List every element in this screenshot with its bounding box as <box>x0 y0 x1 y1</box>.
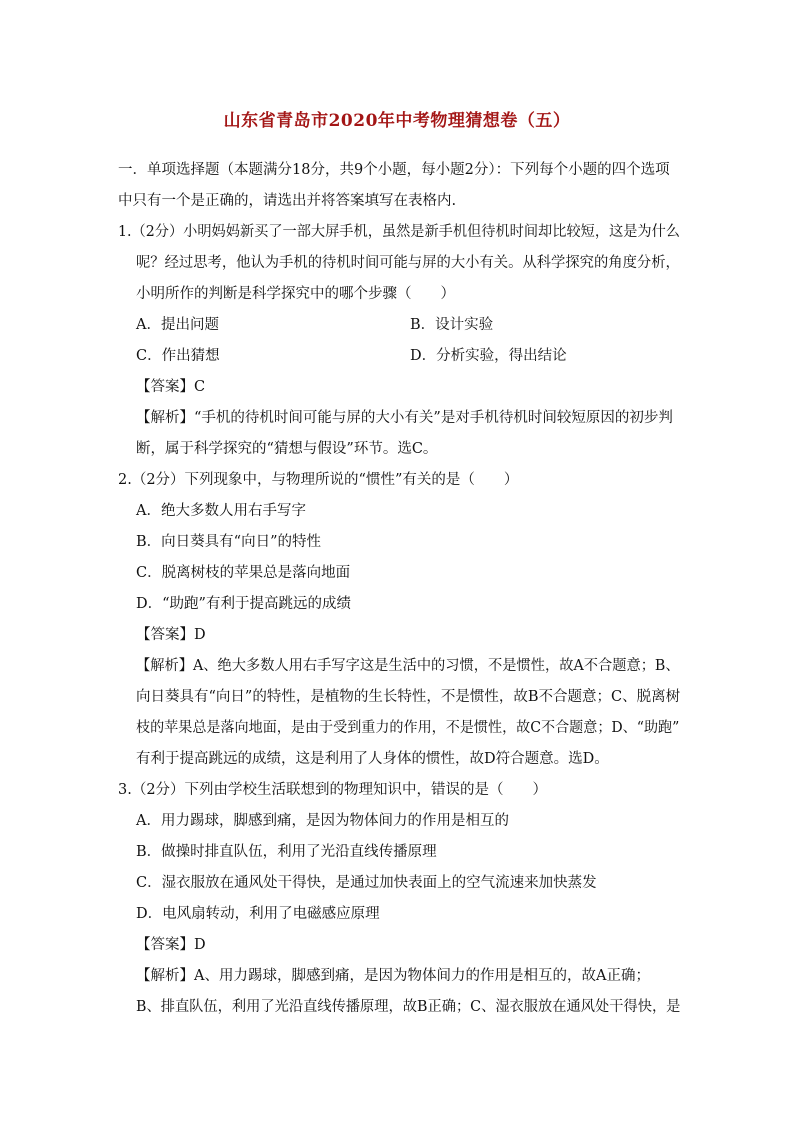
question-2-analysis-line-1: 【解析】A、绝大多数人用右手写字这是生活中的习惯，不是惯性，故A不合题意；B、 <box>136 658 680 674</box>
question-1-option-a: A．提出问题 <box>136 317 219 333</box>
question-3-answer: 【答案】D <box>136 937 206 953</box>
question-3-option-c: C．湿衣服放在通风处干得快，是通过加快表面上的空气流速来加快蒸发 <box>136 875 597 891</box>
question-1-line-3: 小明所作的判断是科学探究中的哪个步骤（ ） <box>136 286 455 302</box>
question-1-answer: 【答案】C <box>136 379 206 395</box>
question-2-analysis-line-4: 有利于提高跳远的成绩，这是利用了人身体的惯性，故D符合题意。选D。 <box>136 751 609 767</box>
question-2-option-c: C．脱离树枝的苹果总是落向地面 <box>136 565 351 581</box>
question-1-option-b: B．设计实验 <box>410 317 494 333</box>
section-heading-line-2: 中只有一个是正确的，请选出并将答案填写在表格内. <box>118 193 457 209</box>
question-3-analysis-line-1: 【解析】A、用力踢球，脚感到痛，是因为物体间力的作用是相互的，故A正确； <box>136 968 650 984</box>
question-2-option-d: D．“助跑”有利于提高跳远的成绩 <box>136 596 351 612</box>
question-1-line-2: 呢？经过思考，他认为手机的待机时间可能与屏的大小有关。从科学探究的角度分析， <box>136 255 680 271</box>
question-3-option-d: D．电风扇转动，利用了电磁感应原理 <box>136 906 380 922</box>
question-3-option-a: A．用力踢球，脚感到痛，是因为物体间力的作用是相互的 <box>136 813 509 829</box>
question-1-line-1: 1.（2分）小明妈妈新买了一部大屏手机，虽然是新手机但待机时间却比较短，这是为什么 <box>118 224 681 240</box>
question-2-analysis-line-3: 枝的苹果总是落向地面，是由于受到重力的作用，不是惯性，故C不合题意；D、“助跑” <box>136 720 680 736</box>
question-2-answer: 【答案】D <box>136 627 206 643</box>
question-3-line-1: 3.（2分）下列由学校生活联想到的物理知识中，错误的是（ ） <box>118 782 548 798</box>
question-1-analysis-line-2: 断，属于科学探究的“猜想与假设”环节。选C。 <box>136 441 438 457</box>
question-1-analysis-line-1: 【解析】“手机的待机时间可能与屏的大小有关”是对手机待机时间较短原因的初步判 <box>136 410 673 426</box>
question-2-analysis-line-2: 向日葵具有“向日”的特性，是植物的生长特性，不是惯性，故B不合题意；C、脱离树 <box>136 689 681 705</box>
question-2-line-1: 2.（2分）下列现象中，与物理所说的“惯性”有关的是（ ） <box>118 472 519 488</box>
question-2-option-b: B．向日葵具有“向日”的特性 <box>136 534 321 550</box>
question-1-option-d: D．分析实验，得出结论 <box>410 348 567 364</box>
question-3-analysis-line-2: B、排直队伍，利用了光沿直线传播原理，故B正确；C、湿衣服放在通风处干得快，是 <box>136 999 681 1015</box>
section-heading-line-1: 一．单项选择题（本题满分18分，共9个小题，每小题2分）：下列每个小题的四个选项 <box>118 162 670 178</box>
page-title: 山东省青岛市2020年中考物理猜想卷（五） <box>223 111 571 131</box>
question-1-option-c: C．作出猜想 <box>136 348 220 364</box>
question-2-option-a: A．绝大多数人用右手写字 <box>136 503 306 519</box>
question-3-option-b: B．做操时排直队伍，利用了光沿直线传播原理 <box>136 844 437 860</box>
